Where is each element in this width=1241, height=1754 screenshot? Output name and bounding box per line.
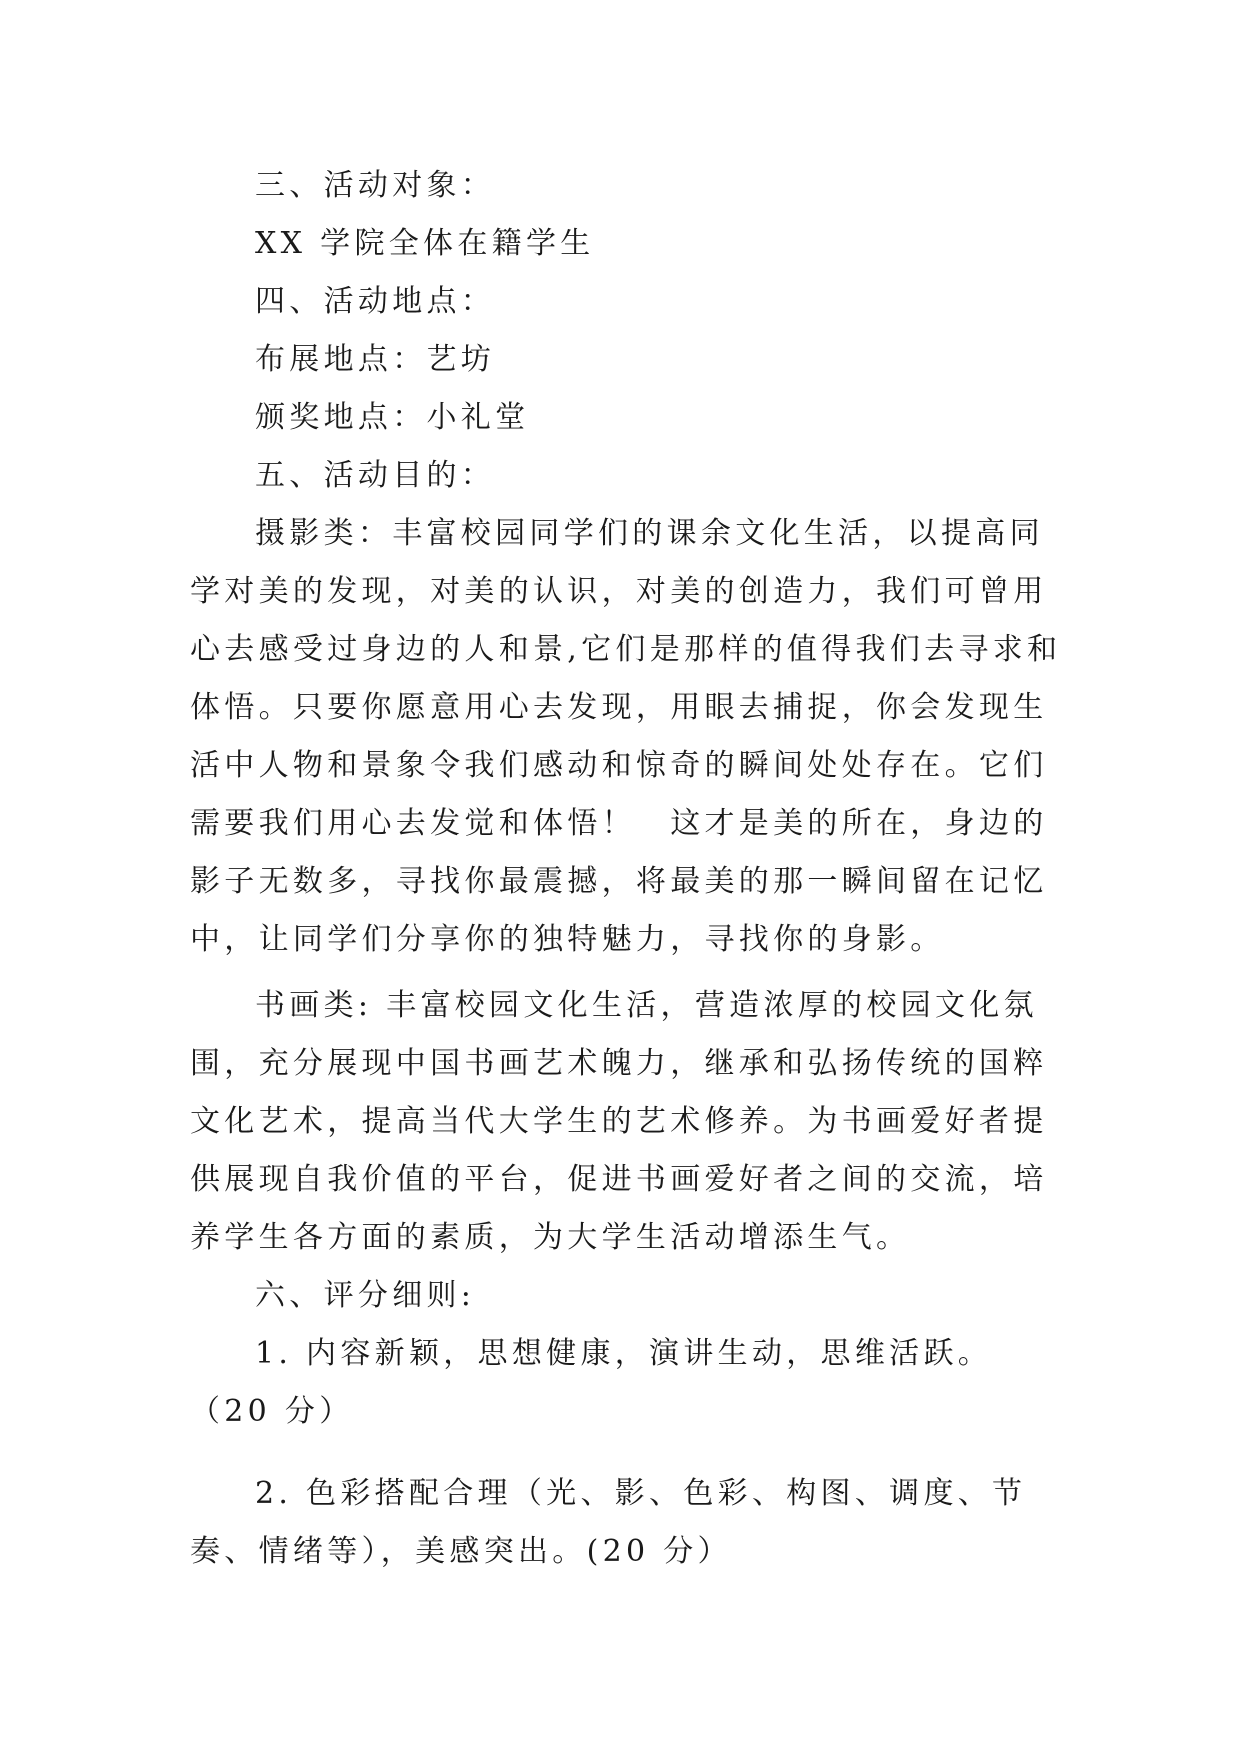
heading-activity-location: 四、活动地点： [255,284,496,319]
paragraph-spacer [190,1441,1070,1465]
paragraph-target-students: XX 学院全体在籍学生 [255,226,595,261]
paragraph-calligraphy-purpose: 书画类: 丰富校园文化生活，营造浓厚的校园文化氛围，充分展现中国书画艺术魄力，继承和弘扬传统的国粹文化艺术，提高当代大学生的艺术修养。为书画爱好者提供展现自我价值的平台，促进书画爱好者之间的交流，培养学生各方面的素质，为大学生活动增添生气。 [190,988,1048,1255]
paragraph-spacer [190,969,1070,977]
heading-activity-target: 三、活动对象： [255,168,496,203]
paragraph-photography-purpose: 摄影类：丰富校园同学们的课余文化生活，以提高同学对美的发现，对美的认识，对美的创造力，我们可曾用心去感受过身边的人和景,它们是那样的值得我们去寻求和体悟。只要你愿意用心去发现，用眼去捕捉，你会发现生活中人物和景象令我们感动和惊奇的瞬间处处存在。它们需要我们用心去发觉和体悟！ 这才是美的所在，身边的影子无数多，寻找你最震撼，将最美的那一瞬间留在记忆中，让同学们分享你的独特魅力，寻找你的身影。 [190,516,1062,957]
heading-scoring-rules: 六、评分细则: [255,1278,476,1313]
paragraph-exhibition-location: 布展地点：艺坊 [255,342,496,377]
heading-activity-purpose: 五、活动目的： [255,458,496,493]
paragraph-award-location: 颁奖地点：小礼堂 [255,400,530,435]
scoring-item-2: 2. 色彩搭配合理（光、影、色彩、构图、调度、节奏、情绪等），美感突出。(20 分） [190,1476,1027,1569]
document-body [190,157,1070,1581]
scoring-item-1: 1. 内容新颖，思想健康，演讲生动，思维活跃。 （20 分） [190,1336,1006,1429]
